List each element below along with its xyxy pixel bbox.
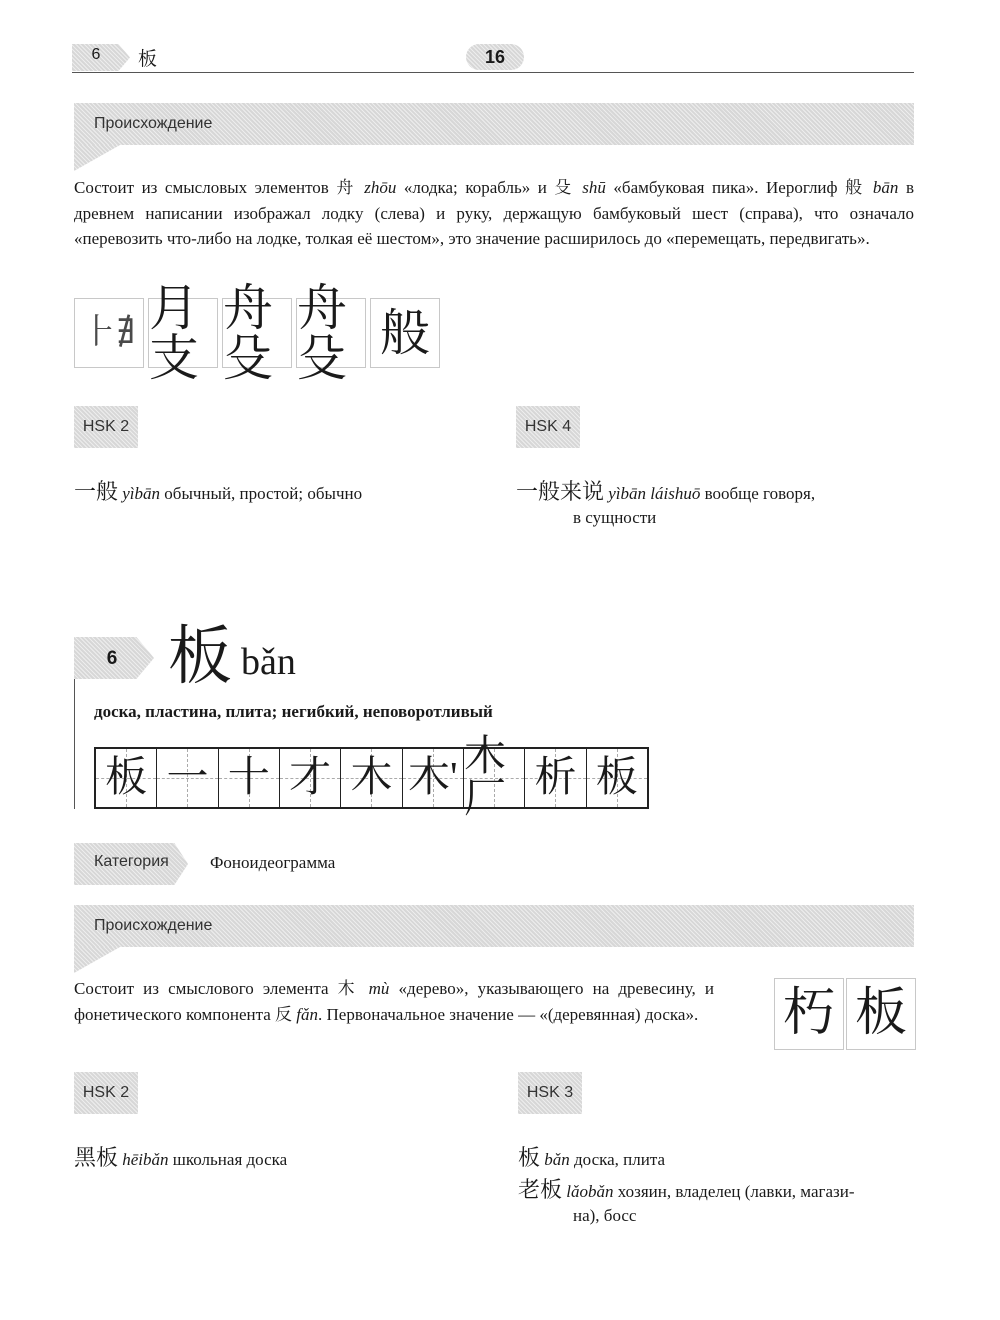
vocab-hanzi: 黑板: [74, 1145, 119, 1170]
pinyin-run: fǎn: [296, 1004, 319, 1024]
historic-form-glyph: 般: [370, 298, 440, 368]
origin-paragraph: [74, 976, 714, 1027]
entry-character: 板: [168, 621, 232, 692]
vocab-item: [74, 1145, 287, 1172]
vocab-pinyin: yìbān: [122, 484, 161, 503]
stroke-order-glyph: 才: [289, 755, 332, 801]
pinyin-run: mù: [368, 979, 390, 998]
vocab-meaning: школьная доска: [172, 1150, 288, 1169]
stroke-order-cell: [587, 749, 647, 807]
vocab-pinyin: lǎobǎn: [566, 1182, 614, 1201]
entry-side-rule: [74, 679, 75, 809]
vocab-pinyin: hēibǎn: [122, 1150, 169, 1169]
vocab-hanzi: 一般来说: [516, 479, 605, 504]
text-run: «лодка; корабль» и 殳: [396, 178, 583, 197]
category-label: Категория: [94, 853, 169, 870]
vocab-hanzi: 一般: [74, 479, 119, 504]
entry-number: 6: [106, 648, 118, 669]
historic-form-glyph: 朽: [774, 978, 844, 1050]
stroke-order-glyph: 十: [227, 755, 270, 801]
vocab-meaning: доска, плита: [574, 1150, 666, 1169]
stroke-order-cell: [341, 749, 402, 807]
stroke-order-cell: [463, 734, 525, 822]
stroke-order-cell: [280, 749, 341, 807]
pinyin-run: zhōu: [364, 178, 397, 197]
stroke-order-glyph: 木厂: [463, 734, 506, 822]
historic-form-glyph: 月支: [148, 298, 218, 368]
origin-paragraph: [74, 175, 914, 252]
stroke-order-cell: [525, 749, 586, 807]
vocab-pinyin: bǎn: [544, 1150, 570, 1169]
vocab-item: [518, 1145, 665, 1172]
stroke-order-grid: [94, 734, 649, 822]
category-value: Фоноидеограмма: [210, 853, 336, 872]
vocab-meaning-continuation: в сущности: [573, 508, 657, 527]
vocab-meaning: хозяин, владелец (лавки, магази-: [617, 1182, 855, 1201]
vocab-item: [518, 1177, 855, 1204]
historic-form-glyph: 舟殳: [222, 298, 292, 368]
hsk-level-tag: HSK 4: [516, 406, 580, 448]
stroke-order-glyph: 木': [408, 755, 458, 801]
entry-meaning: доска, пластина, плита; негибкий, неповоротливый: [94, 702, 493, 721]
origin-section-label: Происхождение: [94, 115, 213, 132]
vocab-hanzi: 老板: [518, 1177, 563, 1202]
header-character: 板: [138, 49, 158, 70]
historic-form-glyph: ⺊∄: [74, 298, 144, 368]
hsk-level-tag: HSK 2: [74, 1072, 138, 1114]
stroke-order-cell: [96, 749, 157, 807]
text-run: . Первоначальное значение — «(деревянная) доска».: [318, 1004, 699, 1024]
text-run: «дерево», указывающего на древесину, и фонетического компонента 反: [74, 979, 714, 1024]
text-run: в древнем написании изображал лодку (слева) и руку, держащую бамбуковый шест (справа), что означало «перевозить что-либо на лодке, толкая её шестом», это значение расширилось до «перемещать, передвигать».: [74, 178, 914, 248]
entry-pinyin: bǎn: [241, 641, 296, 683]
vocab-item: [516, 479, 815, 506]
origin-section-bar-tail: [74, 145, 120, 171]
vocab-meaning: обычный, простой; обычно: [164, 484, 363, 503]
pinyin-run: shū: [582, 178, 606, 197]
vocab-meaning: вообще говоря,: [704, 484, 816, 503]
vocab-hanzi: 板: [518, 1145, 541, 1170]
text-run: «бамбуковая пика». Иероглиф 般: [605, 178, 873, 197]
page-number: 16: [466, 44, 524, 70]
vocab-meaning-continuation: на), босс: [573, 1206, 637, 1225]
header-entry-number: 6: [91, 46, 101, 63]
stroke-order-cell: [157, 749, 218, 807]
stroke-order-cell: [219, 749, 280, 807]
stroke-order-cell: [403, 749, 464, 807]
historic-form-glyph: 舟殳: [296, 298, 366, 368]
origin-section-label: Происхождение: [94, 917, 213, 934]
stroke-order-glyph: 一: [166, 755, 209, 801]
text-run: Состоит из смыслового элемента 木: [74, 979, 369, 998]
vocab-pinyin: yìbān láishuō: [608, 484, 701, 503]
pinyin-run: bān: [872, 178, 899, 197]
stroke-order-glyph: 析: [534, 755, 577, 801]
text-run: Состоит из смысловых элементов 舟: [74, 178, 365, 197]
stroke-order-glyph: 板: [595, 755, 638, 801]
stroke-order-glyph: 板: [105, 755, 148, 801]
vocab-item: [74, 479, 362, 506]
header-rule: [72, 72, 914, 73]
origin-section-bar-tail: [74, 947, 120, 973]
historic-form-glyph: 板: [846, 978, 916, 1050]
hsk-level-tag: HSK 3: [518, 1072, 582, 1114]
hsk-level-tag: HSK 2: [74, 406, 138, 448]
stroke-order-glyph: 木: [350, 755, 393, 801]
